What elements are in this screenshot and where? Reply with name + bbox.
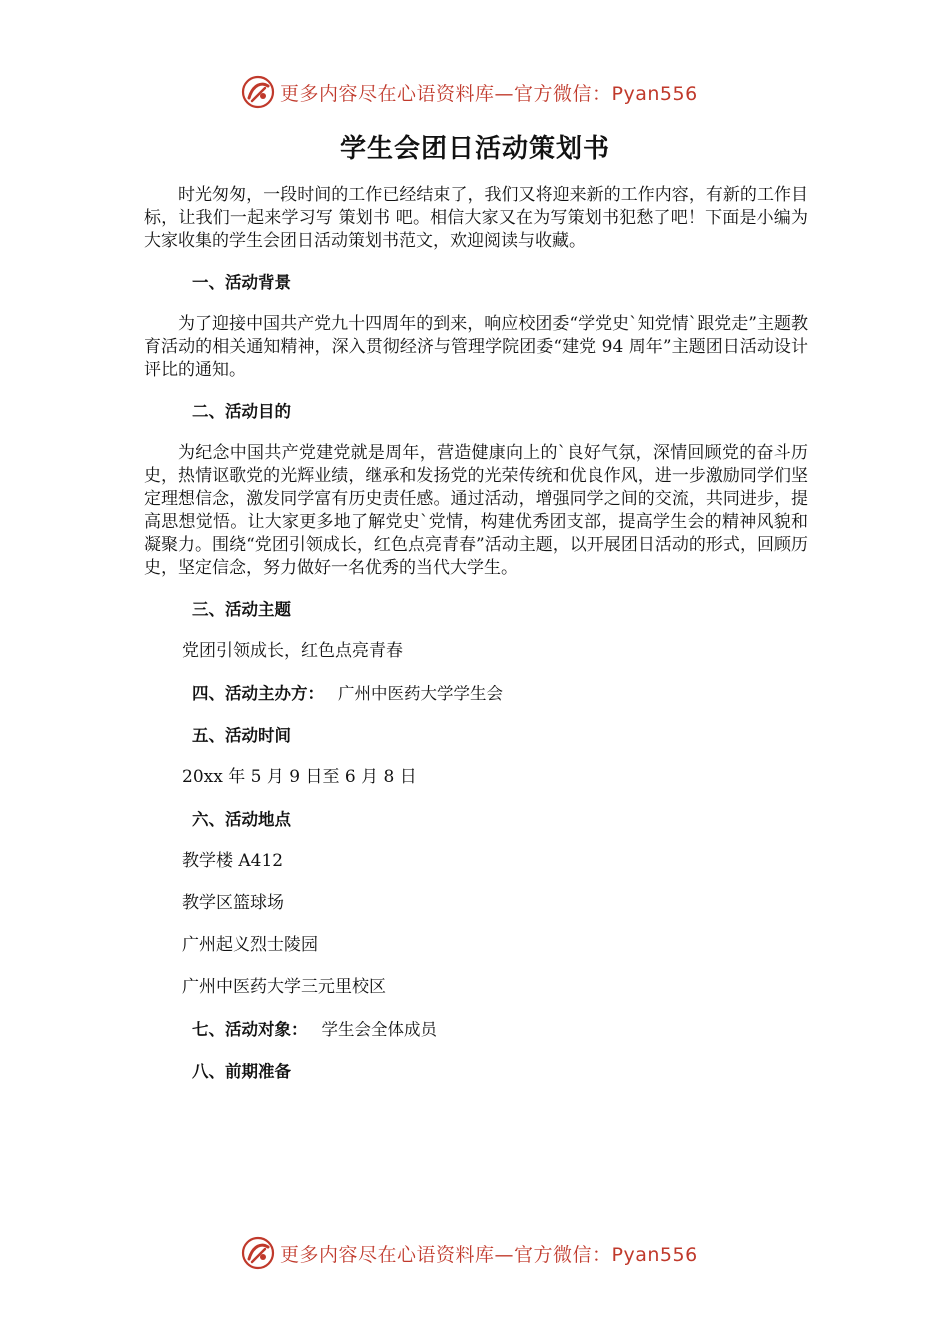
page-title: 学生会团日活动策划书: [339, 134, 610, 164]
red-seal-logo-icon: [240, 1235, 276, 1271]
theme-text: 党团引领成长，红色点亮青春: [182, 641, 403, 661]
document-body: [144, 184, 808, 1083]
section-heading-theme: 三、活动主题: [192, 600, 291, 619]
location-item: 广州中医药大学三元里校区: [182, 977, 386, 997]
time-text: 20xx 年 5 月 9 日至 6 月 8 日: [182, 767, 417, 787]
intro-paragraph: 时光匆匆，一段时间的工作已经结束了，我们又将迎来新的工作内容，有新的工作目标，让我们一起来学习写 策划书 吧。相信大家又在为写策划书犯愁了吧！下面是小编为大家收集的学生会团日活动策划书范文，欢迎阅读与收藏。: [144, 185, 808, 251]
wechat-id: Pyan556: [611, 82, 698, 105]
watermark-banner-bottom: [240, 1233, 760, 1273]
watermark-text: 更多内容尽在心语资料库—官方微信：Pyan556: [280, 82, 698, 105]
watermark-text: 更多内容尽在心语资料库—官方微信：Pyan556: [280, 1243, 698, 1266]
location-item: 教学区篮球场: [182, 893, 284, 913]
section-heading-audience: [144, 1018, 808, 1041]
red-seal-logo-icon: [240, 74, 276, 110]
section-heading-organizer: [144, 682, 808, 705]
section-heading-background: 一、活动背景: [192, 273, 291, 292]
background-paragraph: 为了迎接中国共产党九十四周年的到来，响应校团委“学党史`知党情`跟党走”主题教育活动的相关通知精神，深入贯彻经济与管理学院团委“建党 94 周年”主题团日活动设计评比的通知。: [144, 314, 808, 380]
location-item: 教学楼 A412: [182, 851, 284, 871]
section-heading-purpose: 二、活动目的: [192, 402, 291, 421]
purpose-paragraph: 为纪念中国共产党建党就是周年，营造健康向上的`良好气氛，深情回顾党的奋斗历史，热情讴歌党的光辉业绩，继承和发扬党的光荣传统和优良作风，进一步激励同学们坚定理想信念，激发同学富有历史责任感。通过活动，增强同学之间的交流，共同进步，提高思想觉悟。让大家更多地了解党史`党情，构建优秀团支部，提高学生会的精神风貌和凝聚力。围绕“党团引领成长，红色点亮青春”活动主题，以开展团日活动的形式，回顾历史，坚定信念，努力做好一名优秀的当代大学生。: [144, 443, 808, 578]
section-heading-location: 六、活动地点: [192, 810, 291, 829]
audience-label: 七、活动对象：: [192, 1020, 308, 1039]
location-item: 广州起义烈士陵园: [182, 935, 318, 955]
section-heading-time: 五、活动时间: [192, 726, 291, 745]
section-heading-preparation: 八、前期准备: [192, 1062, 291, 1081]
watermark-banner-top: [240, 72, 760, 112]
organizer-label: 四、活动主办方：: [192, 684, 324, 703]
organizer-value: 广州中医药大学学生会: [338, 684, 503, 703]
wechat-id: Pyan556: [611, 1243, 698, 1266]
audience-value: 学生会全体成员: [321, 1020, 437, 1039]
